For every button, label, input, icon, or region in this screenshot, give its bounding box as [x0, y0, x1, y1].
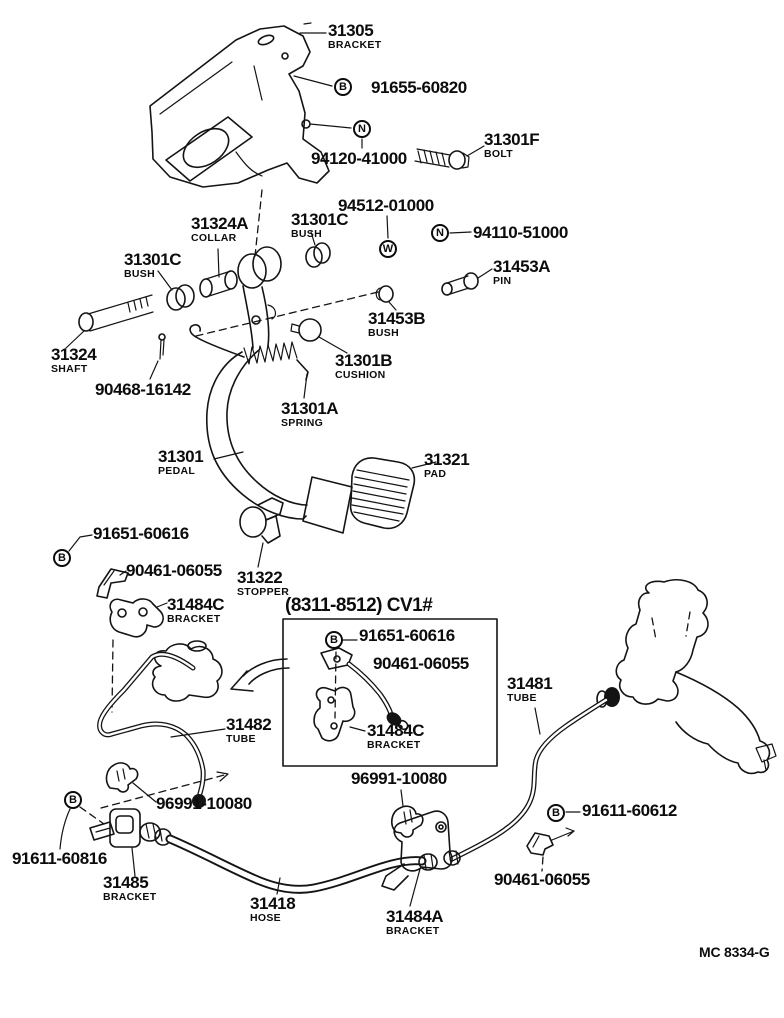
drawing-master-cylinder [153, 641, 222, 701]
drawing-cushion-31301b [291, 319, 347, 353]
drawing-collar-31324a [200, 249, 237, 297]
drawing-cotter-pin-90468 [150, 334, 165, 379]
fastener-symbol-bolt-91651: B [53, 549, 71, 567]
part-label-31301: 31301 PEDAL [158, 447, 204, 477]
fastener-symbol-bolt-91655: B [334, 78, 352, 96]
part-label-91651-60616-inset: 91651-60616 [359, 626, 455, 645]
drawing-tube-31482 [100, 654, 228, 808]
drawing-clip-96991-right [392, 790, 423, 837]
part-label-31453a: 31453A PIN [493, 257, 551, 287]
drawing-b60816-leaders [60, 807, 104, 849]
fastener-symbol-bolt-91611-60816: B [64, 791, 82, 809]
part-label-90461-06055-left: 90461-06055 [126, 561, 222, 580]
part-label-31485: 31485 BRACKET [103, 873, 157, 903]
leader-nut-94110 [450, 232, 471, 233]
fastener-symbol-nut-94110: N [431, 224, 449, 242]
part-label-31481: 31481 TUBE [507, 674, 553, 704]
figure-code: MC 8334-G [699, 944, 770, 960]
fastener-symbol-bolt-91651-inset: B [325, 631, 343, 649]
drawing-clutch-housing [597, 580, 776, 774]
fastener-symbol-washer-94512: W [379, 240, 397, 258]
part-label-90461-06055-inset: 90461-06055 [373, 654, 469, 673]
drawing-hose-31418 [170, 839, 437, 894]
drawing-clip-96991-left [107, 763, 156, 802]
part-label-31324a: 31324A COLLAR [191, 214, 249, 244]
part-label-31305: 31305 BRACKET [328, 21, 382, 51]
part-label-31301a: 31301A SPRING [281, 399, 339, 429]
part-label-31301c-left: 31301C BUSH [124, 250, 182, 280]
drawing-shaft-31324 [66, 295, 153, 348]
part-label-91611-60816: 91611-60816 [12, 849, 107, 868]
drawing-pin-31453a [442, 269, 492, 295]
fastener-symbol-nut-94120: N [353, 120, 371, 138]
part-label-31322: 31322 STOPPER [237, 568, 290, 598]
drawing-bush-31453b [196, 286, 396, 336]
part-label-91655-60820: 91655-60820 [371, 78, 467, 97]
part-label-31301b: 31301B CUSHION [335, 351, 393, 381]
part-label-96991-10080-left: 96991-10080 [156, 794, 252, 813]
fastener-symbol-bolt-91611-60612: B [547, 804, 565, 822]
drawing-spring-31301a [190, 325, 308, 398]
part-label-94120-41000: 94120-41000 [311, 149, 407, 168]
part-label-31418: 31418 HOSE [250, 894, 296, 924]
part-label-31484c-left: 31484C BRACKET [167, 595, 225, 625]
part-label-31484a: 31484A BRACKET [386, 907, 444, 937]
drawing-bolt-31301f [415, 146, 484, 169]
drawing-tube-31481 [452, 700, 606, 859]
part-label-31301f: 31301F BOLT [484, 130, 540, 160]
drawing-clip-90461-bottom [527, 828, 574, 871]
part-label-31301c-mid: 31301C BUSH [291, 210, 349, 240]
drawing-stopper-31322 [240, 498, 283, 567]
drawing-clip-90461-left [97, 569, 128, 598]
part-label-94110-51000: 94110-51000 [473, 223, 568, 242]
drawing-pedal-31301 [207, 350, 352, 533]
part-label-96991-10080-right: 96991-10080 [351, 769, 447, 788]
part-label-31324: 31324 SHAFT [51, 345, 97, 375]
part-label-90461-06055-bottom: 90461-06055 [494, 870, 590, 889]
drawing-pedal-link-top [238, 247, 281, 348]
part-label-90468-16142: 90468-16142 [95, 380, 191, 399]
drawing-left-fastener-leaders [69, 535, 92, 551]
part-label-91651-60616: 91651-60616 [93, 524, 189, 543]
part-label-31321: 31321 PAD [424, 450, 470, 480]
part-label-31484c-inset: 31484C BRACKET [367, 721, 425, 751]
leader-washer-94512 [387, 216, 388, 238]
part-label-94512-01000: 94512-01000 [338, 196, 434, 215]
part-label-91611-60612: 91611-60612 [582, 801, 677, 820]
part-label-31482: 31482 TUBE [226, 715, 272, 745]
part-label-31453b: 31453B BUSH [368, 309, 426, 339]
drawing-inset-pointer-arrow [231, 659, 289, 691]
inset-caption: (8311-8512) CV1# [285, 595, 433, 616]
